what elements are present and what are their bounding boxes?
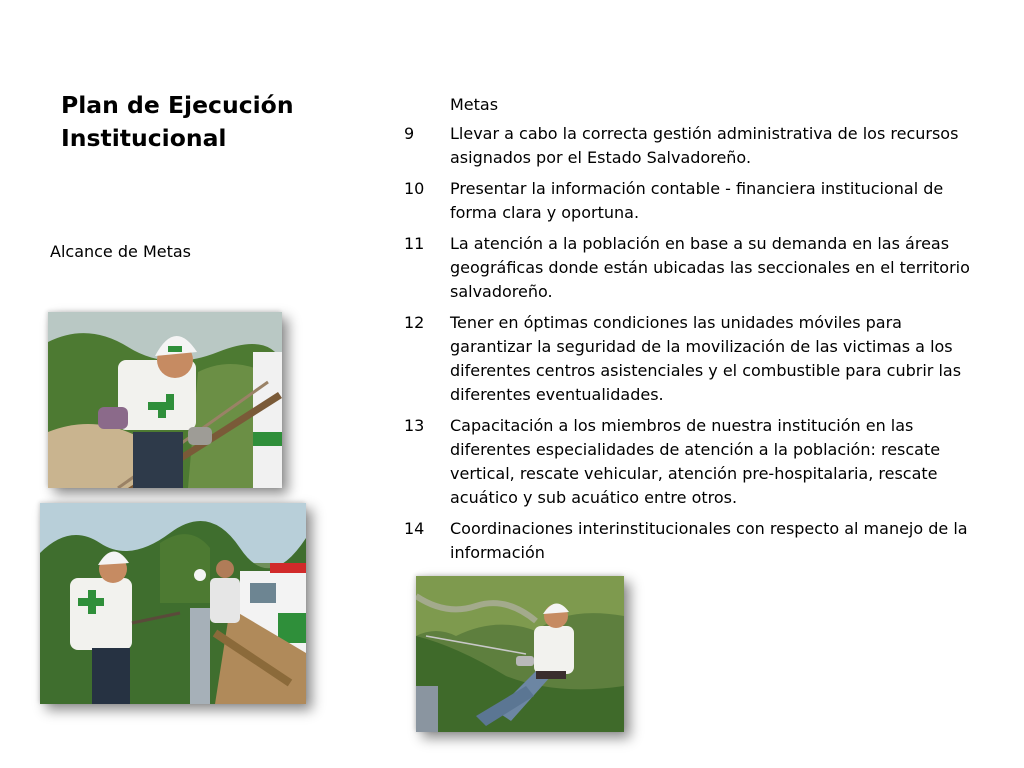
metas-list <box>404 122 974 572</box>
meta-number: 11 <box>404 234 425 253</box>
meta-number: 14 <box>404 519 425 538</box>
meta-text: Llevar a cabo la correcta gestión administrativa de los recursos asignados por el Estado Salvadoreño. <box>450 124 959 167</box>
slide-subtitle: Alcance de Metas <box>50 242 192 261</box>
meta-item <box>404 311 974 407</box>
slide-title: Plan de Ejecución Institucional <box>61 91 294 152</box>
meta-text: La atención a la población en base a su demanda en las áreas geográficas donde están ubicadas las seccionales en el territorio salvadoreño. <box>450 234 970 301</box>
meta-text: Coordinaciones interinstitucionales con respecto al manejo de la información <box>450 519 968 562</box>
meta-number: 9 <box>404 124 415 143</box>
meta-item <box>404 232 974 304</box>
metas-header: Metas <box>450 95 499 114</box>
meta-item <box>404 177 974 225</box>
meta-item <box>404 517 974 565</box>
meta-text: Capacitación a los miembros de nuestra institución en las diferentes especialidades de atención a la población: rescate vertical, rescate vehicular, atención pre-hospitalaria, rescate acuático y sub acuático entre otros. <box>450 416 941 507</box>
meta-number: 12 <box>404 313 425 332</box>
rescuers-ambulance-photo <box>40 503 306 704</box>
meta-item <box>404 414 974 510</box>
meta-text: Tener en óptimas condiciones las unidades móviles para garantizar la seguridad de la movilización de las victimas a los diferentes centros asistenciales y el combustible para cubrir las diferentes eventualidades. <box>450 313 962 404</box>
meta-number: 13 <box>404 416 425 435</box>
meta-text: Presentar la información contable - financiera institucional de forma clara y oportuna. <box>450 179 944 222</box>
meta-item <box>404 122 974 170</box>
meta-number: 10 <box>404 179 425 198</box>
rescuer-bridge-photo <box>48 312 282 488</box>
rappelling-rescuer-photo <box>416 576 624 732</box>
